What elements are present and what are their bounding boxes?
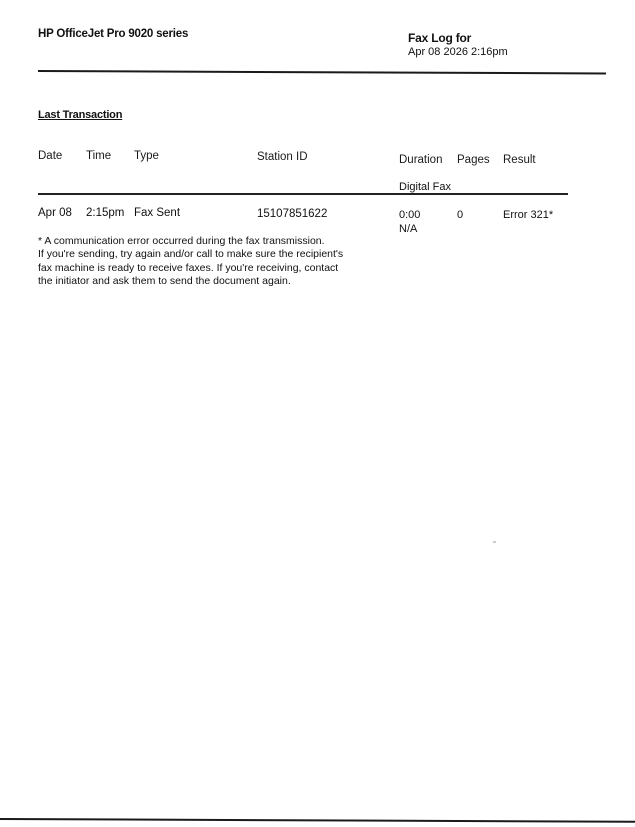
- column-header-station-id: Station ID: [257, 151, 308, 163]
- cell-station-id: 15107851622: [257, 208, 328, 220]
- cell-type: Fax Sent: [134, 207, 181, 219]
- cell-pages: 0: [457, 209, 464, 221]
- cell-duration: 0:00: [399, 209, 421, 221]
- column-header-result: Result: [503, 154, 536, 166]
- report-datetime: Apr 08 2026 2:16pm: [408, 46, 508, 58]
- column-header-duration: Duration: [399, 154, 443, 166]
- cell-digital-fax: N/A: [399, 223, 418, 235]
- section-title: Last Transaction: [38, 109, 123, 121]
- header-divider: [38, 70, 606, 74]
- column-subheader-digital-fax: Digital Fax: [399, 181, 451, 193]
- footnote-line: * A communication error occurred during the fax transmission.: [38, 235, 325, 247]
- cell-time: 2:15pm: [86, 207, 125, 219]
- report-title: Fax Log for: [408, 31, 472, 45]
- footnote-line: If you're sending, try again and/or call to make sure the recipient's: [38, 248, 344, 261]
- footnote-line: the initiator and ask them to send the document again.: [38, 274, 291, 287]
- column-header-type: Type: [134, 150, 159, 162]
- column-header-time: Time: [86, 150, 112, 162]
- scan-speck: [493, 541, 496, 543]
- cell-date: Apr 08: [38, 207, 72, 219]
- column-header-pages: Pages: [457, 154, 490, 166]
- printer-model: HP OfficeJet Pro 9020 series: [38, 28, 189, 40]
- footnote-line: fax machine is ready to receive faxes. If you're receiving, contact: [38, 261, 339, 274]
- cell-result: Error 321*: [503, 209, 554, 221]
- error-footnote: [38, 235, 358, 288]
- table-divider: [38, 193, 568, 195]
- footer-divider: [0, 818, 635, 822]
- column-header-date: Date: [38, 150, 63, 162]
